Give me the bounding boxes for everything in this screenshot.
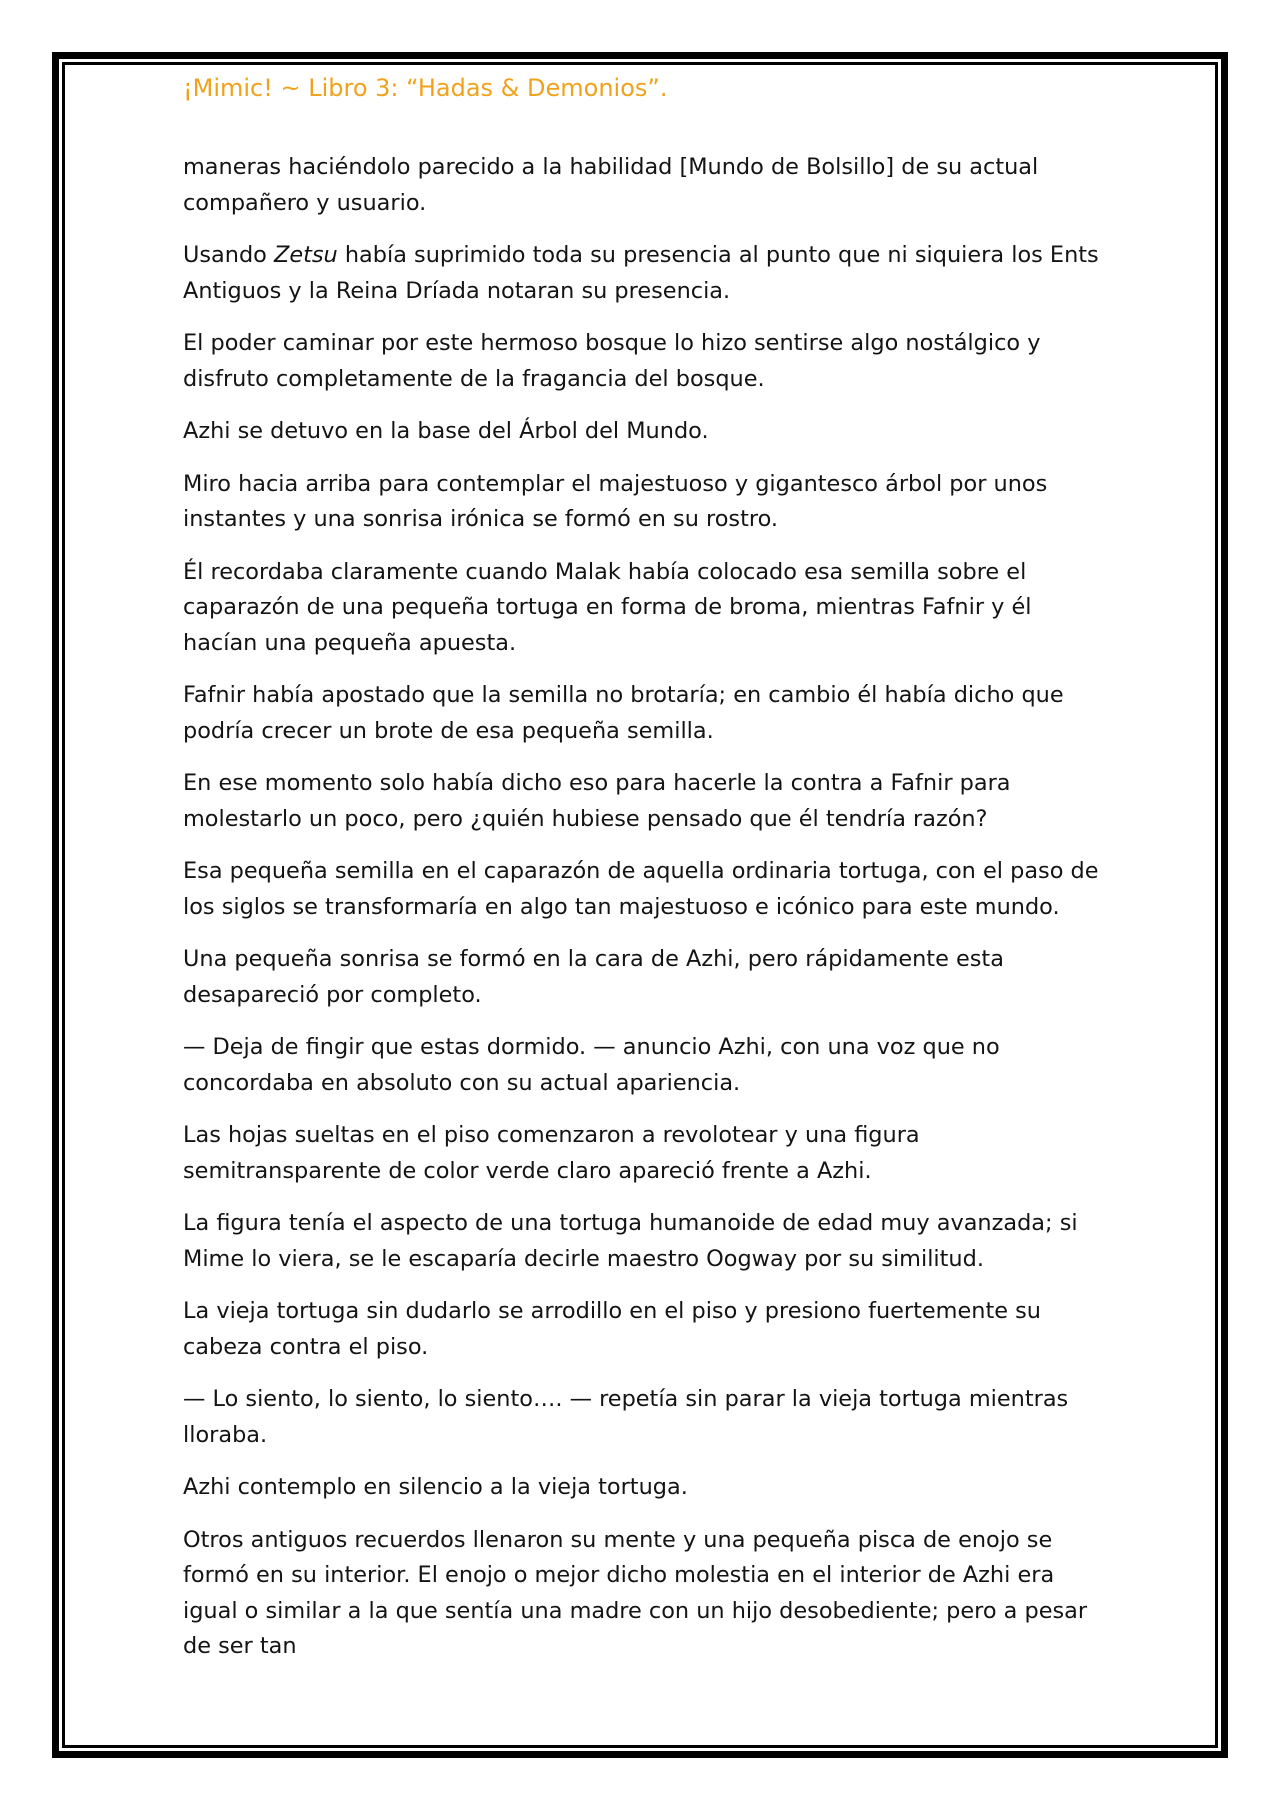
paragraph-2 bbox=[183, 238, 1103, 309]
paragraph-8: En ese momento solo había dicho eso para hacerle la contra a Fafnir para molestarlo un poco, pero ¿quién hubiese pensado que él tendría razón? bbox=[183, 770, 1011, 832]
body-text bbox=[183, 150, 1103, 1682]
running-header: ¡Mimic! ~ Libro 3: “Hadas & Demonios”. bbox=[183, 74, 668, 102]
paragraph-10: Una pequeña sonrisa se formó en la cara de Azhi, pero rápidamente esta desapareció por completo. bbox=[183, 946, 1004, 1008]
paragraph-14: La vieja tortuga sin dudarlo se arrodillo en el piso y presiono fuertemente su cabeza contra el piso. bbox=[183, 1298, 1041, 1360]
paragraph-9: Esa pequeña semilla en el caparazón de aquella ordinaria tortuga, con el paso de los siglos se transformaría en algo tan majestuoso e icónico para este mundo. bbox=[183, 858, 1099, 920]
paragraph-2-post: había suprimido toda su presencia al punto que ni siquiera los Ents Antiguos y la Reina Dríada notaran su presencia. bbox=[183, 242, 1099, 304]
paragraph-16: Azhi contemplo en silencio a la vieja tortuga. bbox=[183, 1474, 688, 1500]
paragraph-2-pre: Usando bbox=[183, 242, 274, 268]
paragraph-17: Otros antiguos recuerdos llenaron su mente y una pequeña pisca de enojo se formó en su interior. El enojo o mejor dicho molestia en el interior de Azhi era igual o similar a la que sentía una madre con un hijo desobediente; pero a pesar de ser tan bbox=[183, 1526, 1088, 1659]
paragraph-4: Azhi se detuvo en la base del Árbol del Mundo. bbox=[183, 418, 709, 444]
paragraph-15: — Lo siento, lo siento, lo siento…. — repetía sin parar la vieja tortuga mientras lloraba. bbox=[183, 1386, 1069, 1448]
paragraph-1: maneras haciéndolo parecido a la habilidad [Mundo de Bolsillo] de su actual compañero y usuario. bbox=[183, 154, 1039, 216]
paragraph-13: La figura tenía el aspecto de una tortuga humanoide de edad muy avanzada; si Mime lo viera, se le escaparía decirle maestro Oogway por su similitud. bbox=[183, 1210, 1078, 1272]
paragraph-2-italic-term: Zetsu bbox=[274, 242, 338, 268]
paragraph-5: Miro hacia arriba para contemplar el majestuoso y gigantesco árbol por unos instantes y una sonrisa irónica se formó en su rostro. bbox=[183, 470, 1048, 532]
paragraph-12: Las hojas sueltas en el piso comenzaron a revolotear y una figura semitransparente de color verde claro apareció frente a Azhi. bbox=[183, 1122, 920, 1184]
paragraph-3: El poder caminar por este hermoso bosque lo hizo sentirse algo nostálgico y disfruto completamente de la fragancia del bosque. bbox=[183, 330, 1041, 392]
paragraph-6: Él recordaba claramente cuando Malak había colocado esa semilla sobre el caparazón de una pequeña tortuga en forma de broma, mientras Fafnir y él hacían una pequeña apuesta. bbox=[183, 558, 1032, 656]
paragraph-7: Fafnir había apostado que la semilla no brotaría; en cambio él había dicho que podría crecer un brote de esa pequeña semilla. bbox=[183, 682, 1064, 744]
paragraph-11: — Deja de fingir que estas dormido. — anuncio Azhi, con una voz que no concordaba en absoluto con su actual apariencia. bbox=[183, 1034, 1000, 1096]
